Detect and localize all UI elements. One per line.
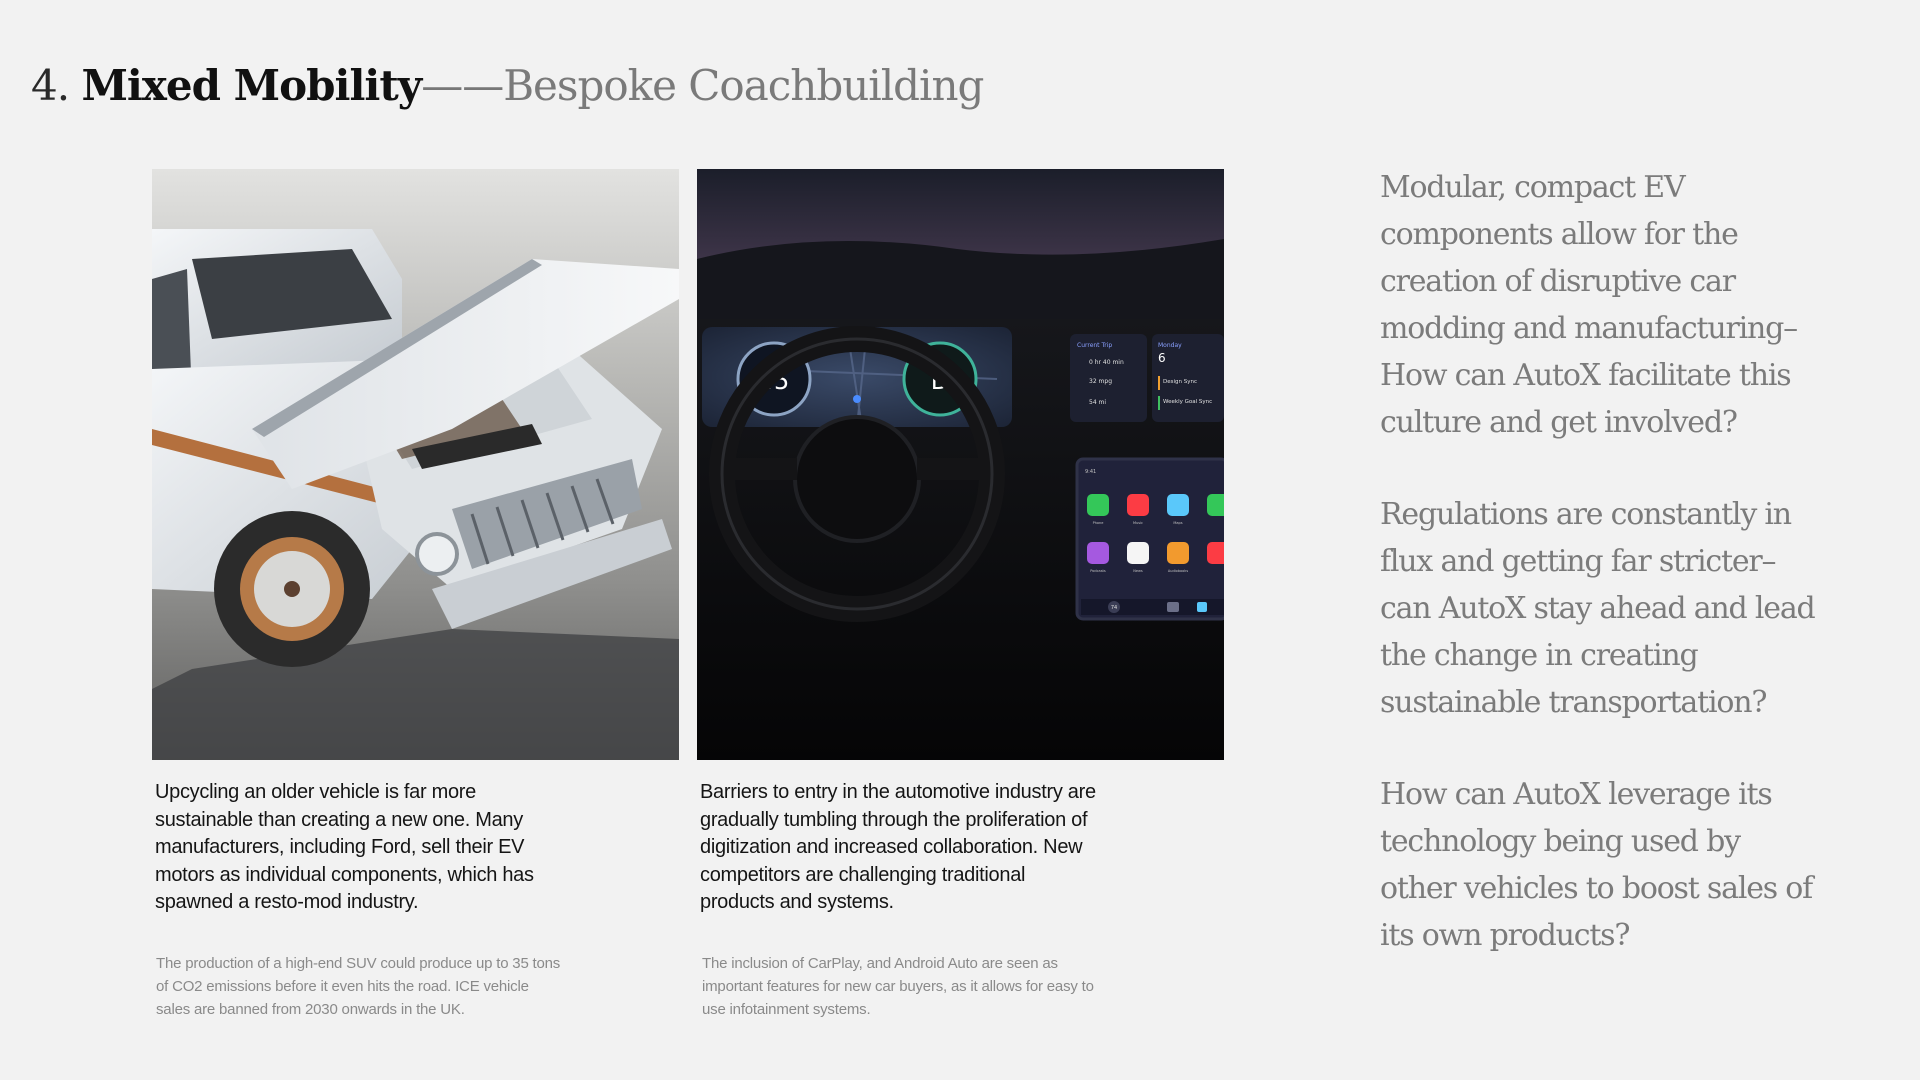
calendar-event-2: Weekly Goal Sync [1163,399,1213,405]
dashboard-photo [697,169,1224,760]
question-3: How can AutoX leverage its technology being used by other vehicles to boost sales of its own products? [1380,777,1813,953]
trip-duration: 0 hr 40 min [1089,359,1124,366]
question-1: Modular, compact EV components allow for the creation of disruptive car modding and manufacturing– How can AutoX facilitate this culture and get involved? [1380,170,1797,440]
app-label-news: News [1133,569,1143,573]
section-title: Mixed Mobility [81,61,422,110]
page-title [31,58,983,114]
truck-illustration [152,169,679,760]
speed-readout: 45 [758,367,790,395]
section-number: 4. [31,61,70,110]
app-label-audiobooks: Audiobooks [1167,569,1189,573]
section-subtitle: Bespoke Coachbuilding [503,61,984,110]
trip-title: Current Trip [1077,342,1113,349]
calendar-day: Monday [1158,342,1182,349]
truck-caption: Upcycling an older vehicle is far more sustainable than creating a new one. Many manufacturers, including Ford, sell their EV motors as individual components, which has spawned a resto-mod industry. [155,781,534,913]
question-2: Regulations are constantly in flux and getting far stricter– can AutoX stay ahead and lead the change in creating sustainable transportation? [1380,497,1815,720]
title-dash: —— [421,61,504,110]
app-label-maps: Maps [1173,521,1183,525]
truck-photo [152,169,679,760]
gear-readout: D [930,367,950,395]
carplay-temp: 74 [1110,605,1118,611]
truck-footnote: The production of a high-end SUV could produce up to 35 tons of CO2 emissions before it even hits the road. ICE vehicle sales are banned from 2030 onwards in the UK. [156,955,561,1018]
carplay-time: 9:41 [1085,469,1097,475]
app-label-phone: Phone [1092,521,1104,525]
dashboard-illustration [697,169,1224,760]
dashboard-caption: Barriers to entry in the automotive industry are gradually tumbling through the proliferation of digitization and increased collaboration. New competitors are challenging traditional products and systems. [700,781,1096,913]
dashboard-footnote: The inclusion of CarPlay, and Android Auto are seen as important features for new car buyers, as it allows for easy to use infotainment systems. [702,955,1094,1018]
trip-fuel: 32 mpg [1089,378,1113,385]
app-label-podcasts: Podcasts [1090,569,1106,573]
calendar-event-1: Design Sync [1163,379,1197,385]
app-label-music: Music [1133,521,1143,525]
trip-distance: 54 mi [1089,399,1107,406]
calendar-date: 6 [1158,351,1166,365]
